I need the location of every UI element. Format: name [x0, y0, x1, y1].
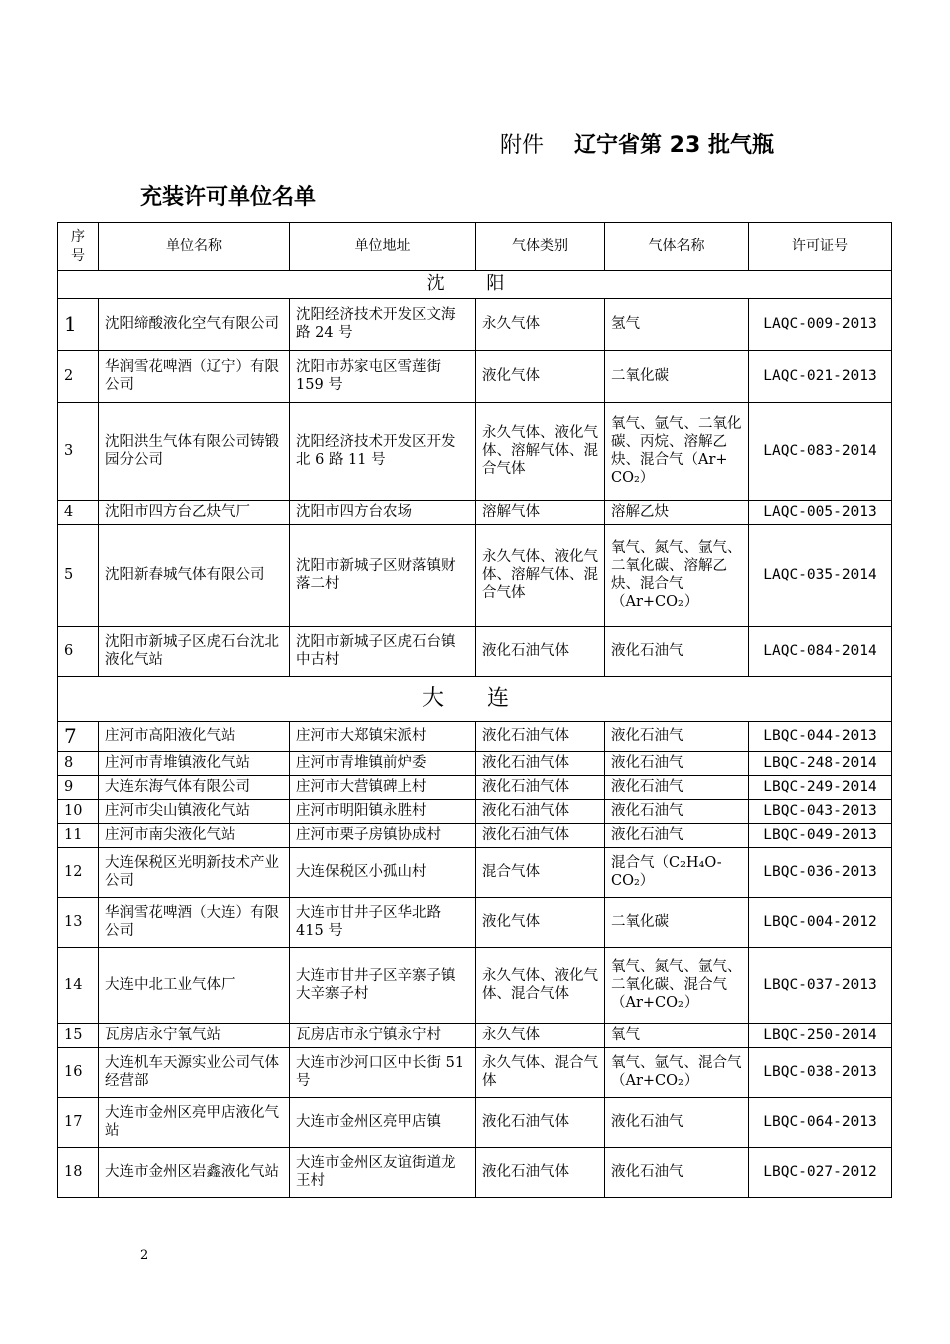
gas-category: 液化气体 [476, 350, 605, 402]
table-row [58, 847, 892, 897]
unit-name: 瓦房店永宁氧气站 [99, 1023, 290, 1047]
table-row [58, 1023, 892, 1047]
table-row [58, 500, 892, 524]
title-main: 辽宁省第 23 批气瓶 [574, 133, 774, 158]
gas-name: 液化石油气 [605, 751, 749, 775]
gas-category: 液化石油气体 [476, 775, 605, 799]
license-number: LBQC-038-2013 [749, 1047, 892, 1097]
gas-name: 液化石油气 [605, 799, 749, 823]
license-number: LAQC-035-2014 [749, 524, 892, 626]
gas-category: 永久气体、液化气体、溶解气体、混合气体 [476, 524, 605, 626]
table-row [58, 721, 892, 751]
unit-address: 大连市沙河口区中长街 51 号 [290, 1047, 476, 1097]
unit-address: 庄河市青堆镇前炉委 [290, 751, 476, 775]
unit-name: 大连市金州区亮甲店液化气站 [99, 1097, 290, 1147]
table-row [58, 298, 892, 350]
unit-address: 沈阳经济技术开发区文海路 24 号 [290, 298, 476, 350]
row-index: 6 [58, 626, 99, 676]
table-row [58, 1147, 892, 1197]
table-row [58, 402, 892, 500]
license-number: LBQC-064-2013 [749, 1097, 892, 1147]
gas-category: 液化石油气体 [476, 1097, 605, 1147]
region-name: 沈 阳 [58, 271, 892, 299]
unit-name: 沈阳新春城气体有限公司 [99, 524, 290, 626]
row-index: 10 [58, 799, 99, 823]
unit-address: 沈阳市新城子区虎石台镇中古村 [290, 626, 476, 676]
header-license: 许可证号 [749, 223, 892, 271]
row-index: 17 [58, 1097, 99, 1147]
gas-category: 液化石油气体 [476, 626, 605, 676]
gas-name: 溶解乙炔 [605, 500, 749, 524]
license-number: LAQC-009-2013 [749, 298, 892, 350]
row-index: 2 [58, 350, 99, 402]
row-index: 14 [58, 947, 99, 1023]
gas-category: 溶解气体 [476, 500, 605, 524]
unit-name: 沈阳市四方台乙炔气厂 [99, 500, 290, 524]
license-number: LAQC-005-2013 [749, 500, 892, 524]
region-row [58, 676, 892, 721]
row-index: 3 [58, 402, 99, 500]
unit-address: 大连市金州区亮甲店镇 [290, 1097, 476, 1147]
unit-name: 华润雪花啤酒（辽宁）有限公司 [99, 350, 290, 402]
gas-category: 永久气体 [476, 1023, 605, 1047]
unit-name: 沈阳缔酸液化空气有限公司 [99, 298, 290, 350]
table-row [58, 947, 892, 1023]
permit-roster-table [57, 222, 892, 1198]
header-unit: 单位名称 [99, 223, 290, 271]
license-number: LBQC-250-2014 [749, 1023, 892, 1047]
row-index: 9 [58, 775, 99, 799]
page-number: 2 [140, 1248, 149, 1263]
row-index: 12 [58, 847, 99, 897]
unit-name: 庄河市青堆镇液化气站 [99, 751, 290, 775]
unit-address: 大连市甘井子区华北路 415 号 [290, 897, 476, 947]
unit-name: 大连中北工业气体厂 [99, 947, 290, 1023]
table-row [58, 626, 892, 676]
gas-category: 液化石油气体 [476, 823, 605, 847]
document-title-line1 [500, 128, 774, 159]
license-number: LAQC-021-2013 [749, 350, 892, 402]
unit-name: 华润雪花啤酒（大连）有限公司 [99, 897, 290, 947]
unit-address: 大连市金州区友谊街道龙王村 [290, 1147, 476, 1197]
header-address: 单位地址 [290, 223, 476, 271]
row-index: 18 [58, 1147, 99, 1197]
license-number: LBQC-036-2013 [749, 847, 892, 897]
unit-address: 沈阳市四方台农场 [290, 500, 476, 524]
license-number: LBQC-044-2013 [749, 721, 892, 751]
license-number: LBQC-049-2013 [749, 823, 892, 847]
unit-address: 大连保税区小孤山村 [290, 847, 476, 897]
license-number: LBQC-037-2013 [749, 947, 892, 1023]
row-index: 11 [58, 823, 99, 847]
gas-name: 氧气、氮气、氩气、二氧化碳、混合气（Ar+CO₂） [605, 947, 749, 1023]
unit-address: 沈阳经济技术开发区开发北 6 路 11 号 [290, 402, 476, 500]
unit-name: 大连机车天源实业公司气体经营部 [99, 1047, 290, 1097]
gas-category: 液化石油气体 [476, 1147, 605, 1197]
attachment-label: 附件 [500, 133, 545, 158]
table-row [58, 1097, 892, 1147]
header-row [58, 223, 892, 271]
region-name: 大 连 [58, 676, 892, 721]
unit-address: 瓦房店市永宁镇永宁村 [290, 1023, 476, 1047]
row-index: 16 [58, 1047, 99, 1097]
gas-category: 永久气体 [476, 298, 605, 350]
row-index: 1 [58, 298, 99, 350]
gas-name: 液化石油气 [605, 1147, 749, 1197]
unit-name: 沈阳市新城子区虎石台沈北液化气站 [99, 626, 290, 676]
license-number: LBQC-249-2014 [749, 775, 892, 799]
unit-name: 庄河市高阳液化气站 [99, 721, 290, 751]
row-index: 7 [58, 721, 99, 751]
table-row [58, 350, 892, 402]
unit-address: 庄河市栗子房镇协成村 [290, 823, 476, 847]
table-row [58, 1047, 892, 1097]
gas-category: 液化石油气体 [476, 799, 605, 823]
unit-name: 庄河市尖山镇液化气站 [99, 799, 290, 823]
unit-address: 庄河市大营镇碑上村 [290, 775, 476, 799]
gas-name: 二氧化碳 [605, 350, 749, 402]
row-index: 8 [58, 751, 99, 775]
license-number: LAQC-084-2014 [749, 626, 892, 676]
row-index: 5 [58, 524, 99, 626]
license-number: LBQC-043-2013 [749, 799, 892, 823]
gas-name: 氢气 [605, 298, 749, 350]
gas-name: 混合气（C₂H₄O-CO₂） [605, 847, 749, 897]
gas-category: 永久气体、混合气体 [476, 1047, 605, 1097]
license-number: LAQC-083-2014 [749, 402, 892, 500]
row-index: 15 [58, 1023, 99, 1047]
header-index: 序 号 [58, 223, 99, 271]
unit-name: 庄河市南尖液化气站 [99, 823, 290, 847]
region-row [58, 271, 892, 299]
gas-name: 液化石油气 [605, 626, 749, 676]
unit-name: 沈阳洪生气体有限公司铸锻园分公司 [99, 402, 290, 500]
gas-category: 液化石油气体 [476, 751, 605, 775]
table-row [58, 775, 892, 799]
license-number: LBQC-248-2014 [749, 751, 892, 775]
unit-address: 沈阳市新城子区财落镇财落二村 [290, 524, 476, 626]
gas-name: 二氧化碳 [605, 897, 749, 947]
unit-name: 大连保税区光明新技术产业公司 [99, 847, 290, 897]
gas-category: 液化石油气体 [476, 721, 605, 751]
license-number: LBQC-027-2012 [749, 1147, 892, 1197]
unit-address: 沈阳市苏家屯区雪莲街 159 号 [290, 350, 476, 402]
license-number: LBQC-004-2012 [749, 897, 892, 947]
gas-name: 液化石油气 [605, 721, 749, 751]
table-row [58, 897, 892, 947]
unit-address: 庄河市大郑镇宋派村 [290, 721, 476, 751]
gas-name: 氧气 [605, 1023, 749, 1047]
gas-category: 液化气体 [476, 897, 605, 947]
table-row [58, 524, 892, 626]
gas-name: 氧气、氩气、二氧化碳、丙烷、溶解乙炔、混合气（Ar+ CO₂） [605, 402, 749, 500]
table-row [58, 799, 892, 823]
table-row [58, 823, 892, 847]
unit-address: 庄河市明阳镇永胜村 [290, 799, 476, 823]
unit-name: 大连市金州区岩鑫液化气站 [99, 1147, 290, 1197]
gas-name: 氧气、氮气、氩气、二氧化碳、溶解乙炔、混合气（Ar+CO₂） [605, 524, 749, 626]
header-gas: 气体名称 [605, 223, 749, 271]
gas-category: 永久气体、液化气体、混合气体 [476, 947, 605, 1023]
gas-category: 混合气体 [476, 847, 605, 897]
gas-category: 永久气体、液化气体、溶解气体、混合气体 [476, 402, 605, 500]
row-index: 13 [58, 897, 99, 947]
gas-name: 氧气、氩气、混合气（Ar+CO₂） [605, 1047, 749, 1097]
gas-name: 液化石油气 [605, 1097, 749, 1147]
unit-address: 大连市甘井子区辛寨子镇大辛寨子村 [290, 947, 476, 1023]
gas-name: 液化石油气 [605, 775, 749, 799]
table-row [58, 751, 892, 775]
header-category: 气体类别 [476, 223, 605, 271]
gas-name: 液化石油气 [605, 823, 749, 847]
row-index: 4 [58, 500, 99, 524]
unit-name: 大连东海气体有限公司 [99, 775, 290, 799]
document-title-line2: 充装许可单位名单 [140, 185, 317, 210]
